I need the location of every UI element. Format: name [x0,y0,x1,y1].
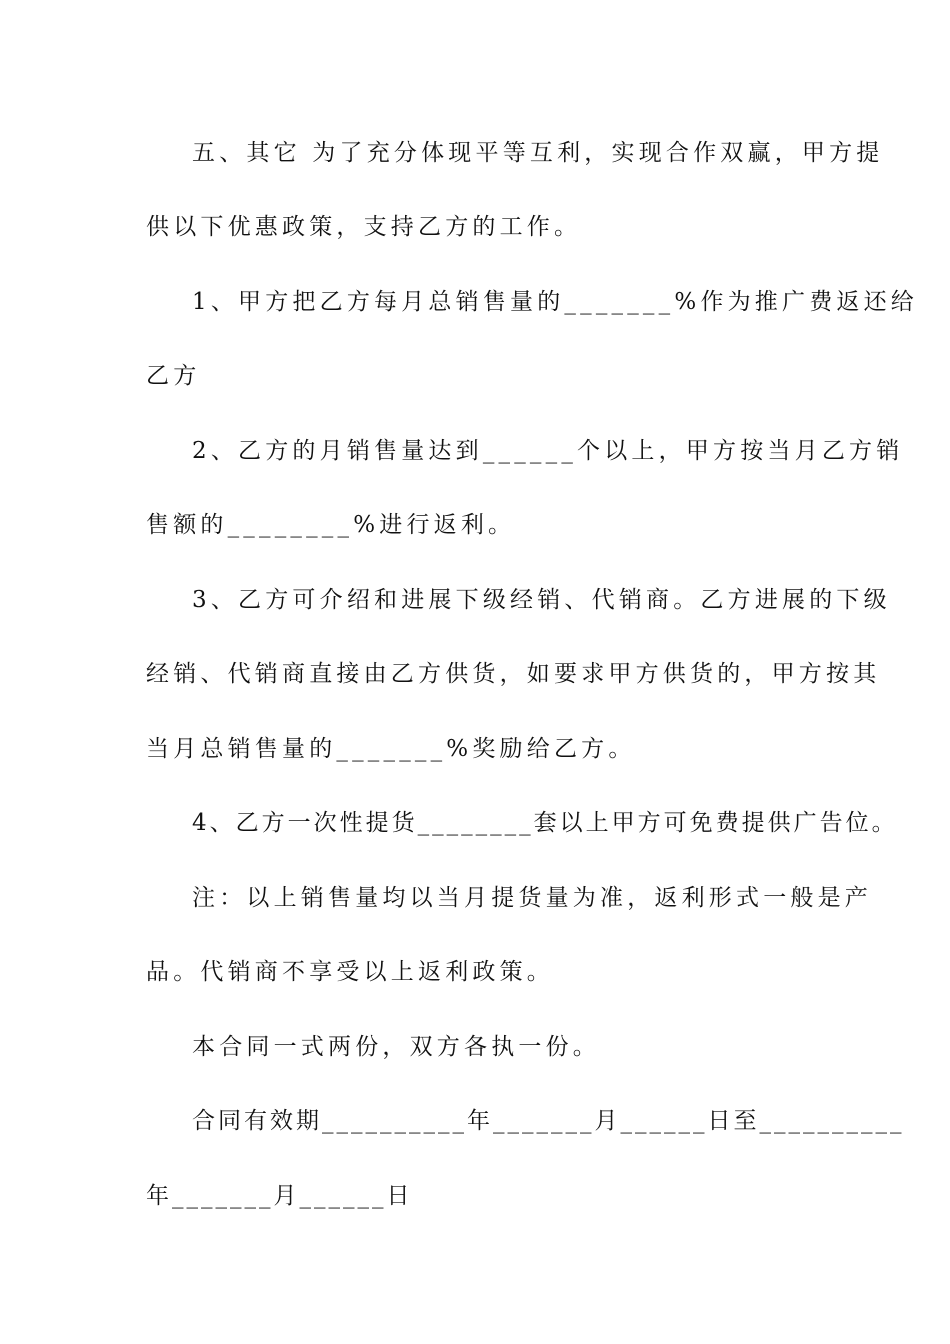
clause-2: 2、乙方的月销售量达到______个以上，甲方按当月乙方销 [192,438,904,464]
copies-statement: 本合同一式两份，双方各执一份。 [192,1034,600,1060]
section-five-intro-continued: 供以下优惠政策，支持乙方的工作。 [146,214,582,240]
note-paragraph-continued: 品。代销商不享受以上返利政策。 [146,959,554,985]
clause-4: 4、乙方一次性提货________套以上甲方可免费提供广告位。 [192,810,898,836]
note-paragraph: 注：以上销售量均以当月提货量为准，返利形式一般是产 [192,885,872,911]
validity-period-continued: 年_______月______日 [146,1183,413,1209]
clause-1: 1、甲方把乙方每月总销售量的_______%作为推广费返还给 [192,289,918,315]
clause-3: 3、乙方可介绍和进展下级经销、代销商。乙方进展的下级 [192,587,891,613]
validity-period: 合同有效期__________年_______月______日至__________ [192,1108,905,1134]
clause-1-continued: 乙方 [146,363,201,389]
clause-3-continued-1: 经销、代销商直接由乙方供货，如要求甲方供货的，甲方按其 [146,661,881,687]
section-five-intro: 五、其它 为了充分体现平等互利，实现合作双赢，甲方提 [192,140,884,166]
clause-3-continued-2: 当月总销售量的_______%奖励给乙方。 [146,736,636,762]
clause-2-continued: 售额的________%进行返利。 [146,512,516,538]
